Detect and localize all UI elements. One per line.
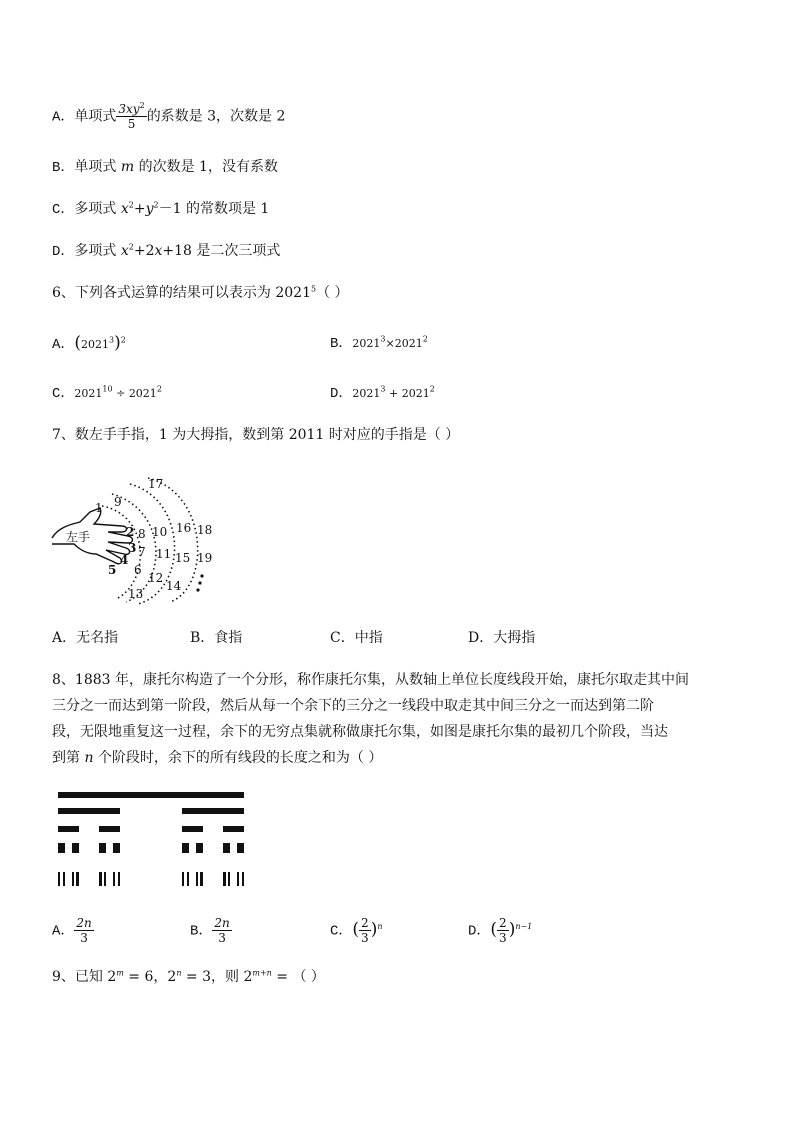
finger-number: 3 xyxy=(128,541,137,555)
q8-stem-line-2: 三分之一而达到第一阶段，然后从每一个余下的三分之一线段中取走其中间三分之一而达到第二阶 xyxy=(52,698,654,714)
q7-option-a: A．无名指 xyxy=(52,630,119,646)
finger-number: 11 xyxy=(156,547,172,561)
cantor-segment xyxy=(196,843,203,853)
cantor-segment xyxy=(223,826,244,832)
q5-option-d: D．多项式 $x^2+2x+18$ 是二次三项式 xyxy=(52,242,281,260)
q8-option-c: C．( $\frac{2}{3}$ )$^n$ xyxy=(330,916,383,945)
q8-option-d: D．( $\frac{2}{3}$ )$^{n-1}$ xyxy=(468,916,533,945)
finger-number: 7 xyxy=(138,545,146,559)
finger-number: 14 xyxy=(166,579,182,593)
cantor-segment xyxy=(242,872,244,886)
cantor-segment xyxy=(99,872,101,886)
fraction: $\frac{3xy^2}{5}$ xyxy=(118,101,145,131)
cantor-segment xyxy=(187,872,189,886)
finger-number: 10 xyxy=(152,525,168,539)
cantor-segment xyxy=(58,872,60,886)
cantor-segment xyxy=(113,843,120,853)
cantor-segment xyxy=(104,872,106,886)
cantor-segment xyxy=(223,872,225,886)
cantor-segment xyxy=(58,792,244,798)
cantor-segment xyxy=(118,872,120,886)
cantor-segment xyxy=(63,872,65,886)
finger-number: 5 xyxy=(108,563,117,577)
cantor-segment xyxy=(58,826,79,832)
fraction: $\frac{2n}{3}$ xyxy=(76,916,92,945)
finger-number: 2 xyxy=(126,525,135,539)
q8-stem-line-1: 8、1883 年，康托尔构造了一个分形，称作康托尔集，从数轴上单位长度线段开始，康托尔取走其中间 xyxy=(52,672,689,688)
cantor-segment xyxy=(58,843,65,853)
option-label: A． xyxy=(52,109,75,126)
cantor-segment xyxy=(223,843,230,853)
cantor-segment xyxy=(200,872,202,886)
left-hand-figure xyxy=(50,470,225,605)
q8-stem-line-4: 到第 n 个阶段时，余下的所有线段的长度之和为（ ） xyxy=(52,750,383,766)
fraction: $\frac{2}{3}$ xyxy=(361,916,369,945)
q8-stem-line-3: 段，无限地重复这一过程，余下的无穷点集就称做康托尔集，如图是康托尔集的最初几个阶段，当达 xyxy=(52,724,668,740)
finger-number: 1 xyxy=(95,501,103,515)
finger-number: 9 xyxy=(114,495,122,509)
cantor-segment xyxy=(182,808,244,814)
q7-option-b: B．食指 xyxy=(190,630,243,646)
finger-number: 13 xyxy=(128,587,144,601)
finger-number: 6 xyxy=(134,563,142,577)
fraction: $\frac{2}{3}$ xyxy=(499,916,507,945)
left-hand-label: 左手 xyxy=(66,530,91,544)
cantor-segment xyxy=(99,826,120,832)
finger-number: 8 xyxy=(138,527,146,541)
cantor-segment xyxy=(113,872,115,886)
cantor-segment xyxy=(182,872,184,886)
cantor-segment xyxy=(237,872,239,886)
fraction: $\frac{2n}{3}$ xyxy=(214,916,230,945)
q5-option-c: C．多项式 $x^2+y^2-1$ 的常数项是 1 xyxy=(52,200,270,218)
cantor-segment xyxy=(182,826,203,832)
cantor-segment xyxy=(58,808,120,814)
finger-number: 15 xyxy=(175,551,191,565)
q8-option-a: A． $\frac{2n}{3}$ xyxy=(52,916,92,945)
finger-number: 17 xyxy=(148,477,164,491)
q5-option-a: A．单项式 $\frac{3xy^2}{5}$ 的系数是 3，次数是 2 xyxy=(52,101,286,131)
cantor-segment xyxy=(72,872,74,886)
finger-number: 19 xyxy=(197,551,213,565)
finger-number: 18 xyxy=(197,523,213,537)
q7-option-d: D．大拇指 xyxy=(468,630,536,646)
cantor-segment xyxy=(76,872,78,886)
finger-number: 16 xyxy=(176,521,192,535)
cantor-segment xyxy=(237,843,244,853)
q6-stem: 6、下列各式运算的结果可以表示为 2021$^5$（ ） xyxy=(52,284,349,301)
q6-option-d: D．2021$^3$ + 2021$^2$ xyxy=(330,384,435,402)
cantor-segment xyxy=(99,843,106,853)
q6-option-b: B．$2021^3\times 2021^2$ xyxy=(330,334,428,352)
cantor-segment xyxy=(196,872,198,886)
cantor-segment xyxy=(182,843,189,853)
finger-number: 12 xyxy=(148,571,164,585)
q5-option-b: B．单项式 m 的次数是 1，没有系数 xyxy=(52,159,278,176)
q6-option-c: C．2021$^{10}$ ÷ 2021$^2$ xyxy=(52,384,162,402)
q8-option-b: B． $\frac{2n}{3}$ xyxy=(190,916,230,945)
cantor-segment xyxy=(228,872,230,886)
finger-number: 4 xyxy=(120,553,129,567)
q7-option-c: C．中指 xyxy=(330,630,383,646)
q7-stem: 7、数左手手指，1 为大拇指，数到第 2011 时对应的手指是（ ） xyxy=(52,427,460,443)
cantor-segment xyxy=(72,843,79,853)
q9-stem: 9、已知 $2^m = 6$，$2^n = 3$，则 $2^{m+n}$ = （ ） xyxy=(52,968,325,985)
q6-option-a: A．$(2021^3)^2$ xyxy=(52,333,126,353)
